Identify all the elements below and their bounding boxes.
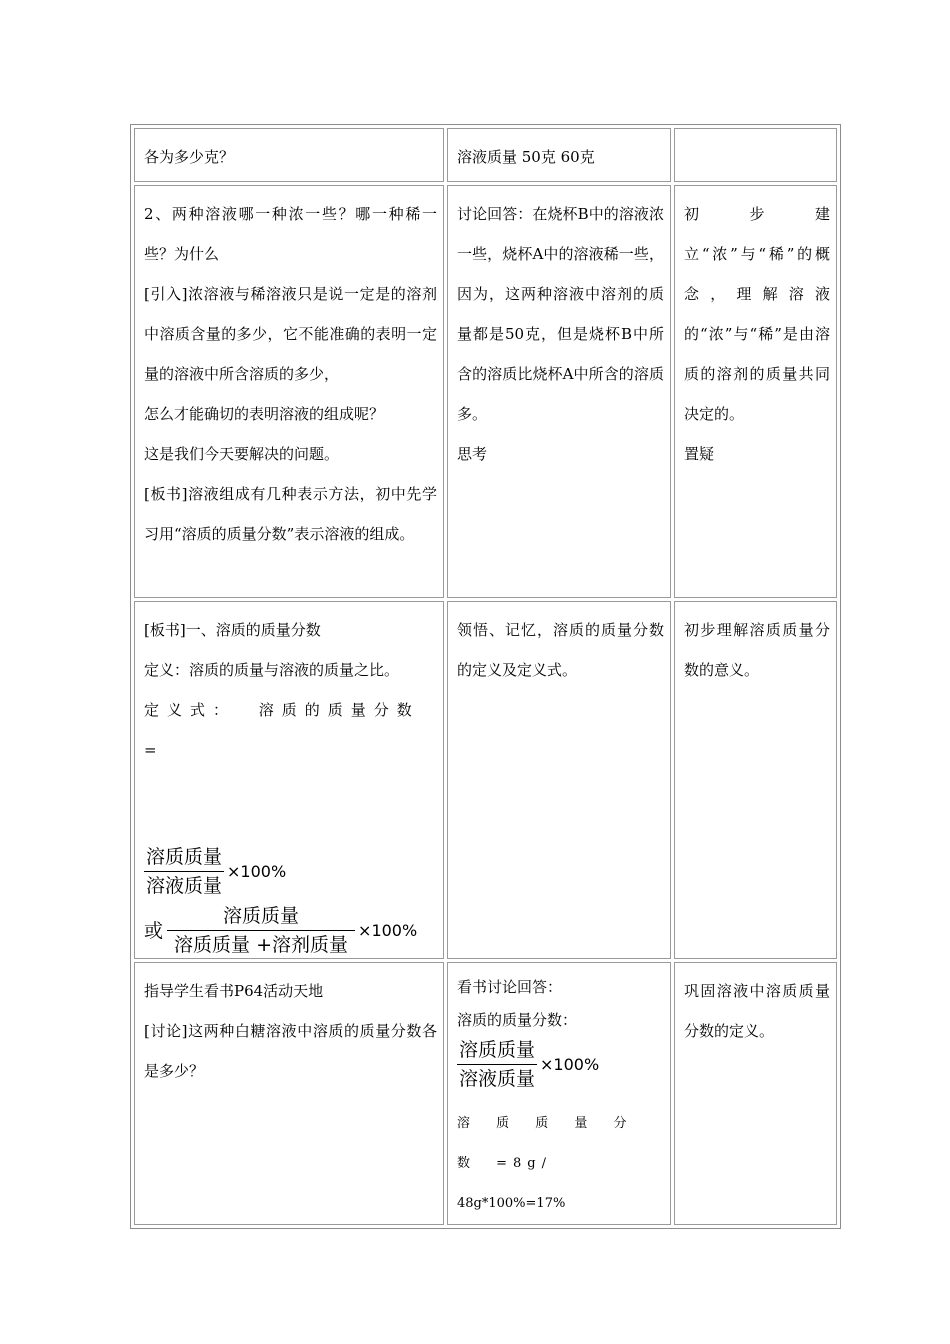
- formula-numerator: 溶质质量: [457, 1037, 537, 1065]
- student-activity-cell: [447, 601, 671, 959]
- formula-denominator: 溶质质量 +溶剂质量: [174, 934, 348, 956]
- mass-fraction-formula: [144, 844, 437, 899]
- table-row: [134, 962, 837, 1225]
- teacher-activity-cell: [134, 962, 444, 1225]
- teacher-activity-cell: [134, 601, 444, 959]
- design-intent-cell: [674, 601, 837, 959]
- design-intent-cell: [674, 185, 837, 598]
- cell-text: 怎么才能确切的表明溶液的组成呢？: [144, 405, 385, 423]
- cell-text: [讨论]这两种白糖溶液中溶质的质量分数各是多少？: [144, 1022, 437, 1080]
- cell-text: [引入]浓溶液与稀溶液只是说一定是的溶剂中溶质含量的多少，它不能准确的表明一定量的溶液中所含溶质的多少，: [144, 285, 437, 383]
- formula-or: 或: [144, 919, 164, 942]
- cell-text: 初步建立“浓”与“稀”的概念，理解溶液的“浓”与“稀”是由溶质的溶剂的质量共同决定的。: [684, 205, 830, 423]
- table-row: [134, 601, 837, 959]
- formula-multiplier: ×100%: [227, 861, 287, 881]
- teacher-activity-cell: [134, 128, 444, 182]
- student-activity-cell: [447, 185, 671, 598]
- table-row: [134, 128, 837, 182]
- formula-denominator: 溶液质量: [459, 1068, 536, 1090]
- student-activity-cell: [447, 128, 671, 182]
- design-intent-cell: [674, 962, 837, 1225]
- formula-numerator: 溶质质量: [167, 903, 355, 931]
- mass-fraction-formula: [457, 1037, 664, 1092]
- cell-text: 置疑: [684, 445, 715, 463]
- cell-text: 各为多少克？: [144, 148, 235, 166]
- cell-text: 这是我们今天要解决的问题。: [144, 445, 340, 463]
- formula-multiplier: ×100%: [358, 920, 418, 940]
- cell-text: 溶液质量 50克 60克: [457, 148, 595, 166]
- cell-text: 溶 质 质 量 分 数 =8g/: [457, 1116, 633, 1171]
- design-intent-cell: [674, 128, 837, 182]
- cell-text: 领悟、记忆，溶质的质量分数的定义及定义式。: [457, 621, 664, 679]
- cell-text: 定义：溶质的质量与溶液的质量之比。: [144, 661, 400, 679]
- teacher-activity-cell: [134, 185, 444, 598]
- cell-text: 定义式： 溶质的质量分数=: [144, 701, 420, 759]
- formula-multiplier: ×100%: [540, 1054, 600, 1074]
- cell-text: [板书]一、溶质的质量分数: [144, 621, 321, 639]
- cell-text: 看书讨论回答：: [457, 978, 563, 996]
- mass-fraction-formula-alt: [144, 903, 437, 958]
- formula-numerator: 溶质质量: [144, 844, 224, 872]
- formula-denominator: 溶液质量: [146, 875, 223, 897]
- cell-text: 溶质的质量分数：: [457, 1011, 578, 1029]
- table-row: [134, 185, 837, 598]
- cell-text: 巩固溶液中溶质质量分数的定义。: [684, 982, 830, 1040]
- cell-text: [板书]溶液组成有几种表示方法，初中先学习用“溶质的质量分数”表示溶液的组成。: [144, 485, 437, 543]
- cell-text: 思考: [457, 445, 488, 463]
- lesson-plan-table: [130, 124, 841, 1229]
- cell-text: 讨论回答：在烧杯B中的溶液浓一些，烧杯A中的溶液稀一些，因为，这两种溶液中溶剂的质量都是50克，但是烧杯B中所含的溶质比烧杯A中所含的溶质多。: [457, 205, 664, 423]
- student-activity-cell: [447, 962, 671, 1225]
- cell-text: 指导学生看书P64活动天地: [144, 982, 324, 1000]
- cell-text: 初步理解溶质质量分数的意义。: [684, 621, 830, 679]
- cell-text: 48g*100%=17%: [457, 1196, 566, 1211]
- cell-text: 2、两种溶液哪一种浓一些？哪一种稀一些？为什么: [144, 205, 437, 263]
